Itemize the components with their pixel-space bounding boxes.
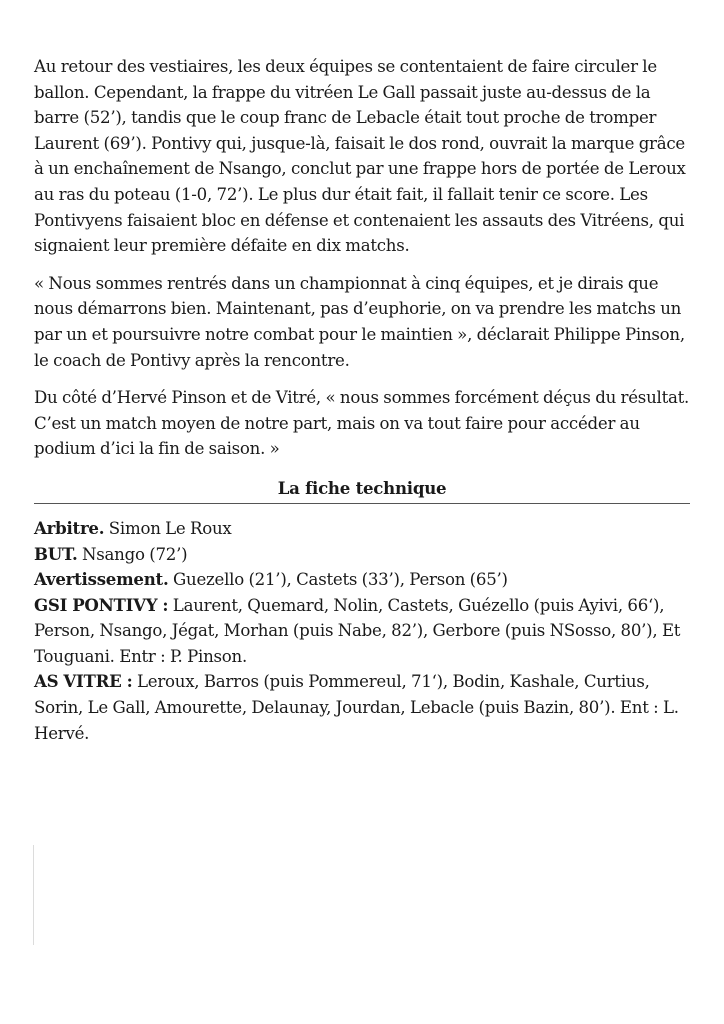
fiche-line-but	[34, 542, 690, 568]
fiche-label: Avertissement.	[34, 569, 169, 590]
fiche-label: BUT.	[34, 543, 78, 564]
fiche-label: AS VITRE :	[34, 671, 133, 692]
fiche-text: Laurent, Quemard, Nolin, Castets, Guézello (puis Ayivi, 66‘), Person, Nsango, Jégat, Morhan (puis Nabe, 82’), Gerbore (puis NSosso, 80’), Et Touguani. Entr : P. Pinson.	[34, 595, 681, 666]
fiche-technique-heading: La fiche technique	[34, 474, 690, 504]
fiche-line-arbitre	[34, 516, 690, 542]
fiche-text: Guezello (21’), Castets (33’), Person (65’)	[168, 570, 508, 590]
fiche-line-as-vitre	[34, 669, 690, 746]
fiche-text: Simon Le Roux	[104, 518, 232, 538]
fiche-text: Leroux, Barros (puis Pommereul, 71‘), Bodin, Kashale, Curtius, Sorin, Le Gall, Amourette, Delaunay, Jourdan, Lebacle (puis Bazin, 80’). Ent : L. Hervé.	[34, 672, 679, 743]
document-page	[34, 54, 690, 746]
article-paragraph-1: Au retour des vestiaires, les deux équipes se contentaient de faire circuler le ballon. Cependant, la frappe du vitréen Le Gall passait juste au-dessus de la barre (52’), tandis que le coup franc de Lebacle était tout proche de tromper Laurent (69’). Pontivy qui, jusque-là, faisait le dos rond, ouvrait la marque grâce à un enchaînement de Nsango, conclut par une frappe hors de portée de Leroux au ras du poteau (1-0, 72’). Le plus dur était fait, il fallait tenir ce score. Les Pontivyens faisaient bloc en défense et contenaient les assauts des Vitréens, qui signaient leur première défaite en dix matchs.	[34, 57, 686, 256]
article-paragraph-3: Du côté d’Hervé Pinson et de Vitré, « nous sommes forcément déçus du résultat. C’est un match moyen de notre part, mais on va tout faire pour accéder au podium d’ici la fin de saison. »	[34, 388, 690, 459]
article-paragraph-2: « Nous sommes rentrés dans un championnat à cinq équipes, et je dirais que nous démarrons bien. Maintenant, pas d’euphorie, on va prendre les matchs un par un et poursuivre notre combat pour le maintien », déclarait Philippe Pinson, le coach de Pontivy après la rencontre.	[34, 273, 685, 370]
fiche-text: Nsango (72’)	[77, 544, 188, 564]
left-margin-rule	[33, 845, 34, 945]
fiche-label: Arbitre.	[34, 517, 105, 538]
fiche-technique-section	[34, 516, 690, 746]
fiche-label: GSI PONTIVY :	[34, 594, 169, 615]
fiche-line-avertissement	[34, 567, 690, 593]
fiche-line-gsi-pontivy	[34, 593, 690, 670]
